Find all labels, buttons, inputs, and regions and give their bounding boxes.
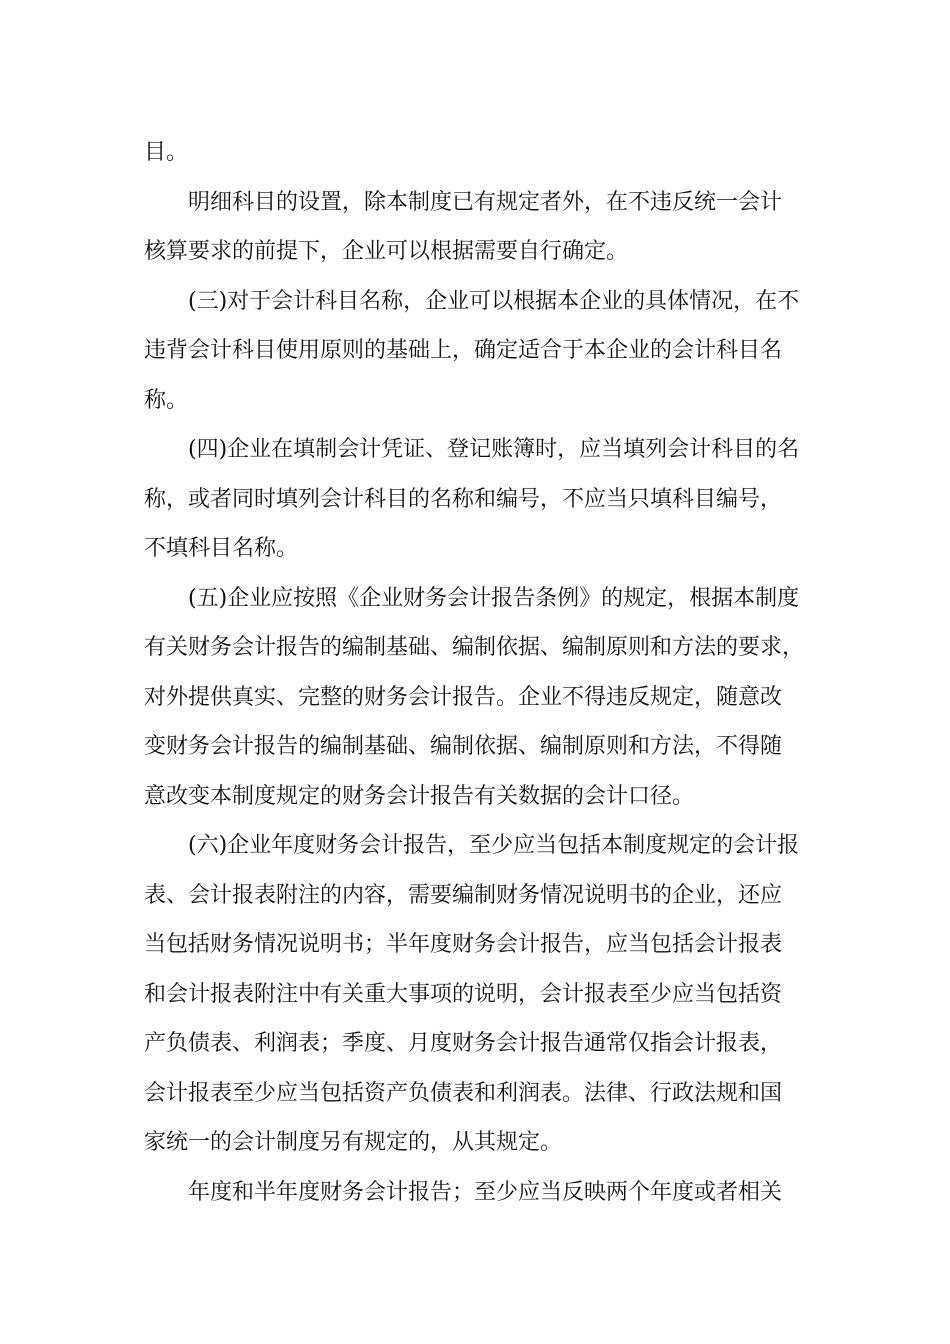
text-line: 目。: [144, 140, 189, 165]
text-line: 和会计报表附注中有关重大事项的说明，会计报表至少应当包括资: [144, 981, 783, 1007]
text-line: 年度和半年度财务会计报告；至少应当反映两个年度或者相关: [188, 1179, 783, 1205]
text-line: 有关财务会计报告的编制基础、编制依据、编制原则和方法的要求，: [144, 635, 805, 660]
text-line: 家统一的会计制度另有规定的，从其规定。: [144, 1130, 563, 1155]
text-line: 变财务会计报告的编制基础、编制依据、编制原则和方法，不得随: [144, 734, 783, 759]
text-line: 明细科目的设置，除本制度已有规定者外，在不违反统一会计: [188, 189, 783, 215]
text-line: 当包括财务情况说明书；半年度财务会计报告，应当包括会计报表: [144, 932, 783, 957]
text-line: 不填科目名称。: [144, 536, 299, 561]
text-line: (四)企业在填制会计凭证、登记账簿时，应当填列会计科目的名: [188, 437, 800, 462]
text-line: 表、会计报表附注的内容，需要编制财务情况说明书的企业，还应: [144, 882, 783, 908]
text-line: 意改变本制度规定的财务会计报告有关数据的会计口径。: [144, 783, 695, 809]
text-line: 违背会计科目使用原则的基础上，确定适合于本企业的会计科目名: [144, 338, 783, 363]
text-line: 会计报表至少应当包括资产负债表和利润表。法律、行政法规和国: [144, 1080, 783, 1106]
text-line: (六)企业年度财务会计报告，至少应当包括本制度规定的会计报: [188, 833, 800, 858]
text-line: 称。: [144, 387, 189, 413]
text-line: (五)企业应按照《企业财务会计报告条例》的规定，根据本制度: [188, 585, 800, 611]
text-line: (三)对于会计科目名称，企业可以根据本企业的具体情况，在不: [188, 288, 800, 314]
text-line: 核算要求的前提下，企业可以根据需要自行确定。: [144, 239, 629, 264]
text-line: 称，或者同时填列会计科目的名称和编号，不应当只填科目编号，: [144, 486, 783, 512]
text-line: 产负债表、利润表；季度、月度财务会计报告通常仅指会计报表，: [144, 1031, 783, 1056]
text-line: 对外提供真实、完整的财务会计报告。企业不得违反规定，随意改: [144, 684, 783, 710]
document-body: [144, 128, 824, 1217]
